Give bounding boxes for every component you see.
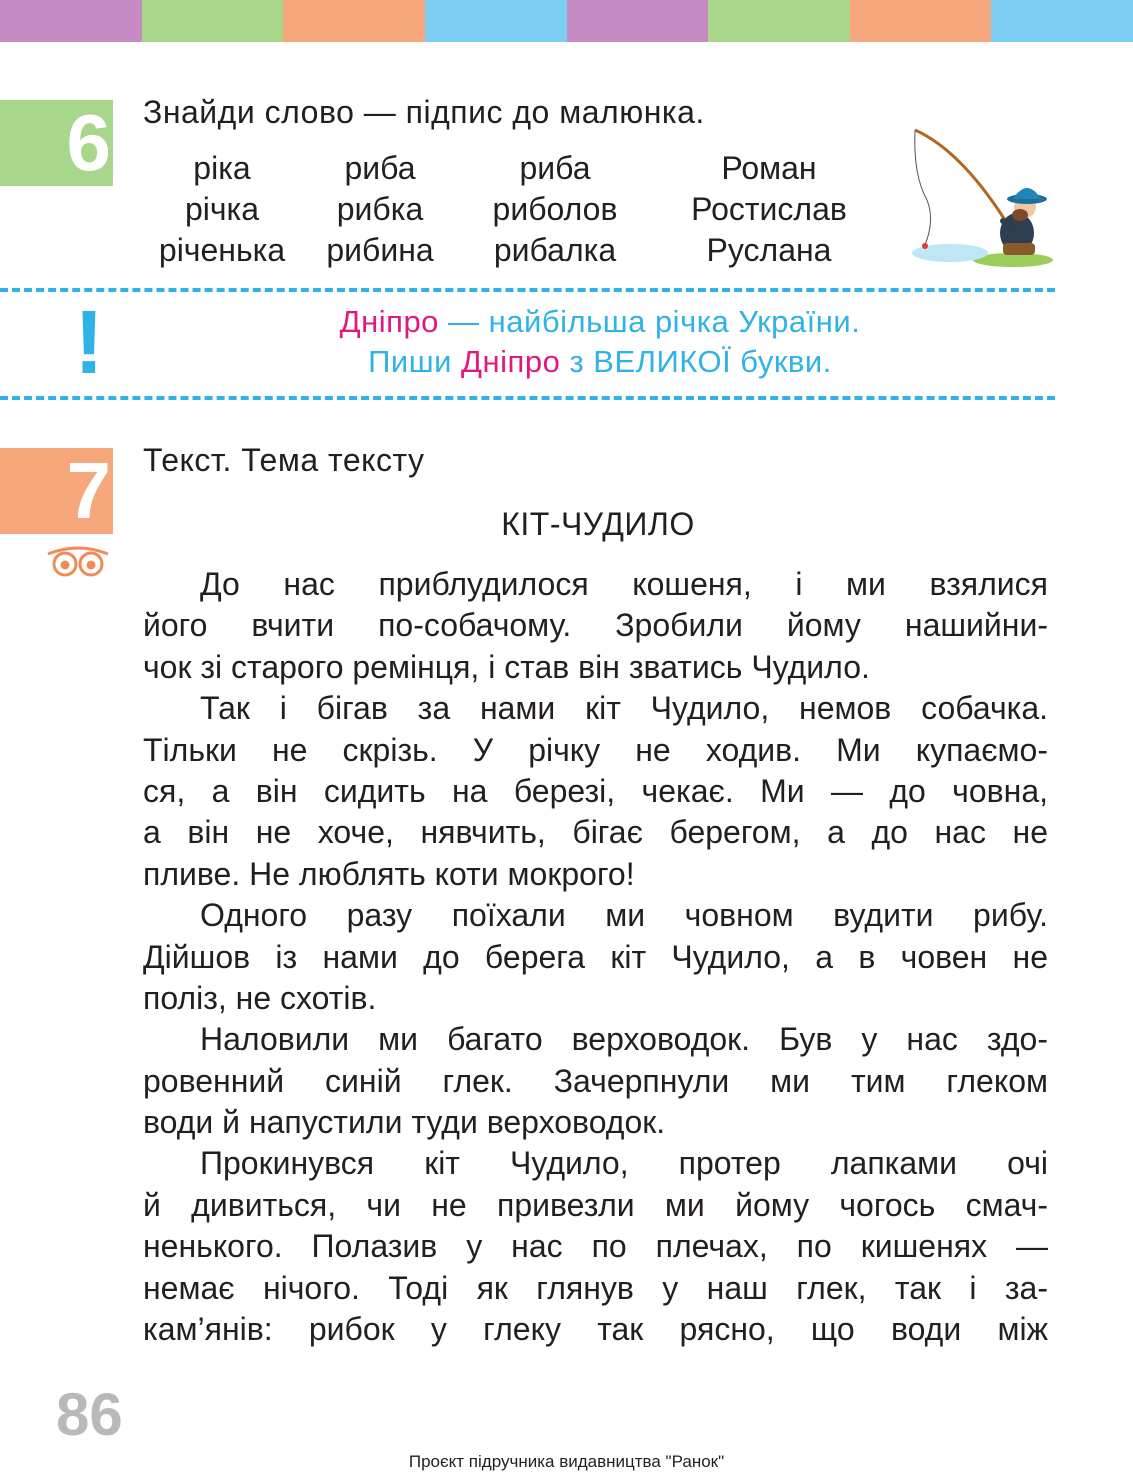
story-title: КІТ-ЧУДИЛО (501, 506, 695, 542)
top-color-stripe (0, 0, 1133, 42)
word: ріка (193, 150, 251, 186)
stripe-segment (991, 0, 1133, 42)
stripe-segment (850, 0, 992, 42)
dashed-divider-bottom (0, 396, 1055, 400)
word-column-1 (143, 148, 301, 271)
exclamation-mark: ! (74, 293, 104, 393)
word: річка (184, 191, 260, 227)
word-column-2 (301, 148, 459, 271)
story-line: ненького. Полазив у нас по плечах, по кишенях — (143, 1228, 1048, 1265)
story-line: його вчити по-собачому. Зробили йому нашийни- (143, 607, 1048, 644)
fisherman-illustration (905, 125, 1055, 270)
story-line: чок зі старого ремінця, і став він зватись Чудило. (143, 648, 870, 685)
rule-text: з ВЕЛИКОЇ букви. (560, 344, 832, 379)
word: Руслана (706, 232, 832, 268)
dashed-divider-top (0, 288, 1055, 292)
rule-proper-noun: Дніпро (461, 344, 561, 379)
word: рибалка (493, 232, 617, 268)
story-line: поліз, не схотів. (143, 979, 377, 1016)
stripe-segment (708, 0, 850, 42)
story-text (143, 564, 1048, 1350)
stripe-segment (425, 0, 567, 42)
stripe-segment (142, 0, 284, 42)
rule-proper-noun: Дніпро (339, 304, 439, 339)
story-line: немає нічого. Тоді як глянув у наш глек, так і за- (143, 1269, 1048, 1306)
word-column-4 (651, 148, 887, 271)
footer-note: Проєкт підручника видавництва "Ранок" (408, 1452, 725, 1471)
story-line: Тільки не скрізь. У річку не ходив. Ми купаємо- (143, 731, 1048, 768)
word-column-3 (459, 148, 651, 271)
story-line: води й напустили туди верховодок. (143, 1104, 666, 1141)
word: Роман (721, 150, 817, 186)
task-number-badge-7: 7 (0, 448, 113, 534)
rule-text: Пиши (368, 344, 462, 379)
word: риба (344, 150, 416, 186)
stripe-segment (283, 0, 425, 42)
story-line: пливе. Не люблять коти мокрого! (143, 855, 635, 892)
story-line: а він не хоче, нявчить, бігає берегом, а до нас не (143, 814, 1048, 851)
word: риба (519, 150, 591, 186)
rule-text: — найбільша річка України. (438, 304, 861, 339)
story-line: Дійшов із нами до берега кіт Чудило, а в човен не (143, 938, 1048, 975)
task-6-title: Знайди слово — підпис до малюнка. (143, 94, 705, 130)
task-7-title: Текст. Тема тексту (143, 442, 425, 478)
word: річенька (158, 232, 286, 268)
stripe-segment (0, 0, 142, 42)
story-line: До нас приблудилося кошеня, і ми взялися (200, 566, 1048, 602)
word-columns (143, 148, 887, 271)
eyes-icon (45, 544, 111, 578)
word: рибка (336, 191, 424, 227)
story-line: Наловили ми багато верховодок. Був у нас здо- (200, 1021, 1048, 1058)
stripe-segment (567, 0, 709, 42)
word: рибина (326, 232, 434, 268)
story-line: ся, а він сидить на березі, чекає. Ми — до човна, (143, 772, 1048, 809)
rule-line-2 (140, 344, 1060, 380)
task-number-badge-6: 6 (0, 100, 113, 186)
word: Ростислав (691, 191, 847, 227)
story-line: Так і бігав за нами кіт Чудило, немов собачка. (200, 690, 1048, 727)
story-line: кам’янів: рибок у глеку так рясно, що води між (143, 1311, 1048, 1348)
story-line: Прокинувся кіт Чудило, протер лапками очі (200, 1145, 1048, 1182)
story-line: Одного разу поїхали ми човном вудити рибу. (200, 897, 1048, 934)
story-line: й дивиться, чи не привезли ми йому чогось смач- (143, 1186, 1048, 1223)
rule-line-1 (140, 304, 1060, 340)
story-line: ровенний синій глек. Зачерпнули ми тим глеком (143, 1062, 1048, 1099)
page-number: 86 (56, 1381, 123, 1448)
word: риболов (492, 191, 618, 227)
